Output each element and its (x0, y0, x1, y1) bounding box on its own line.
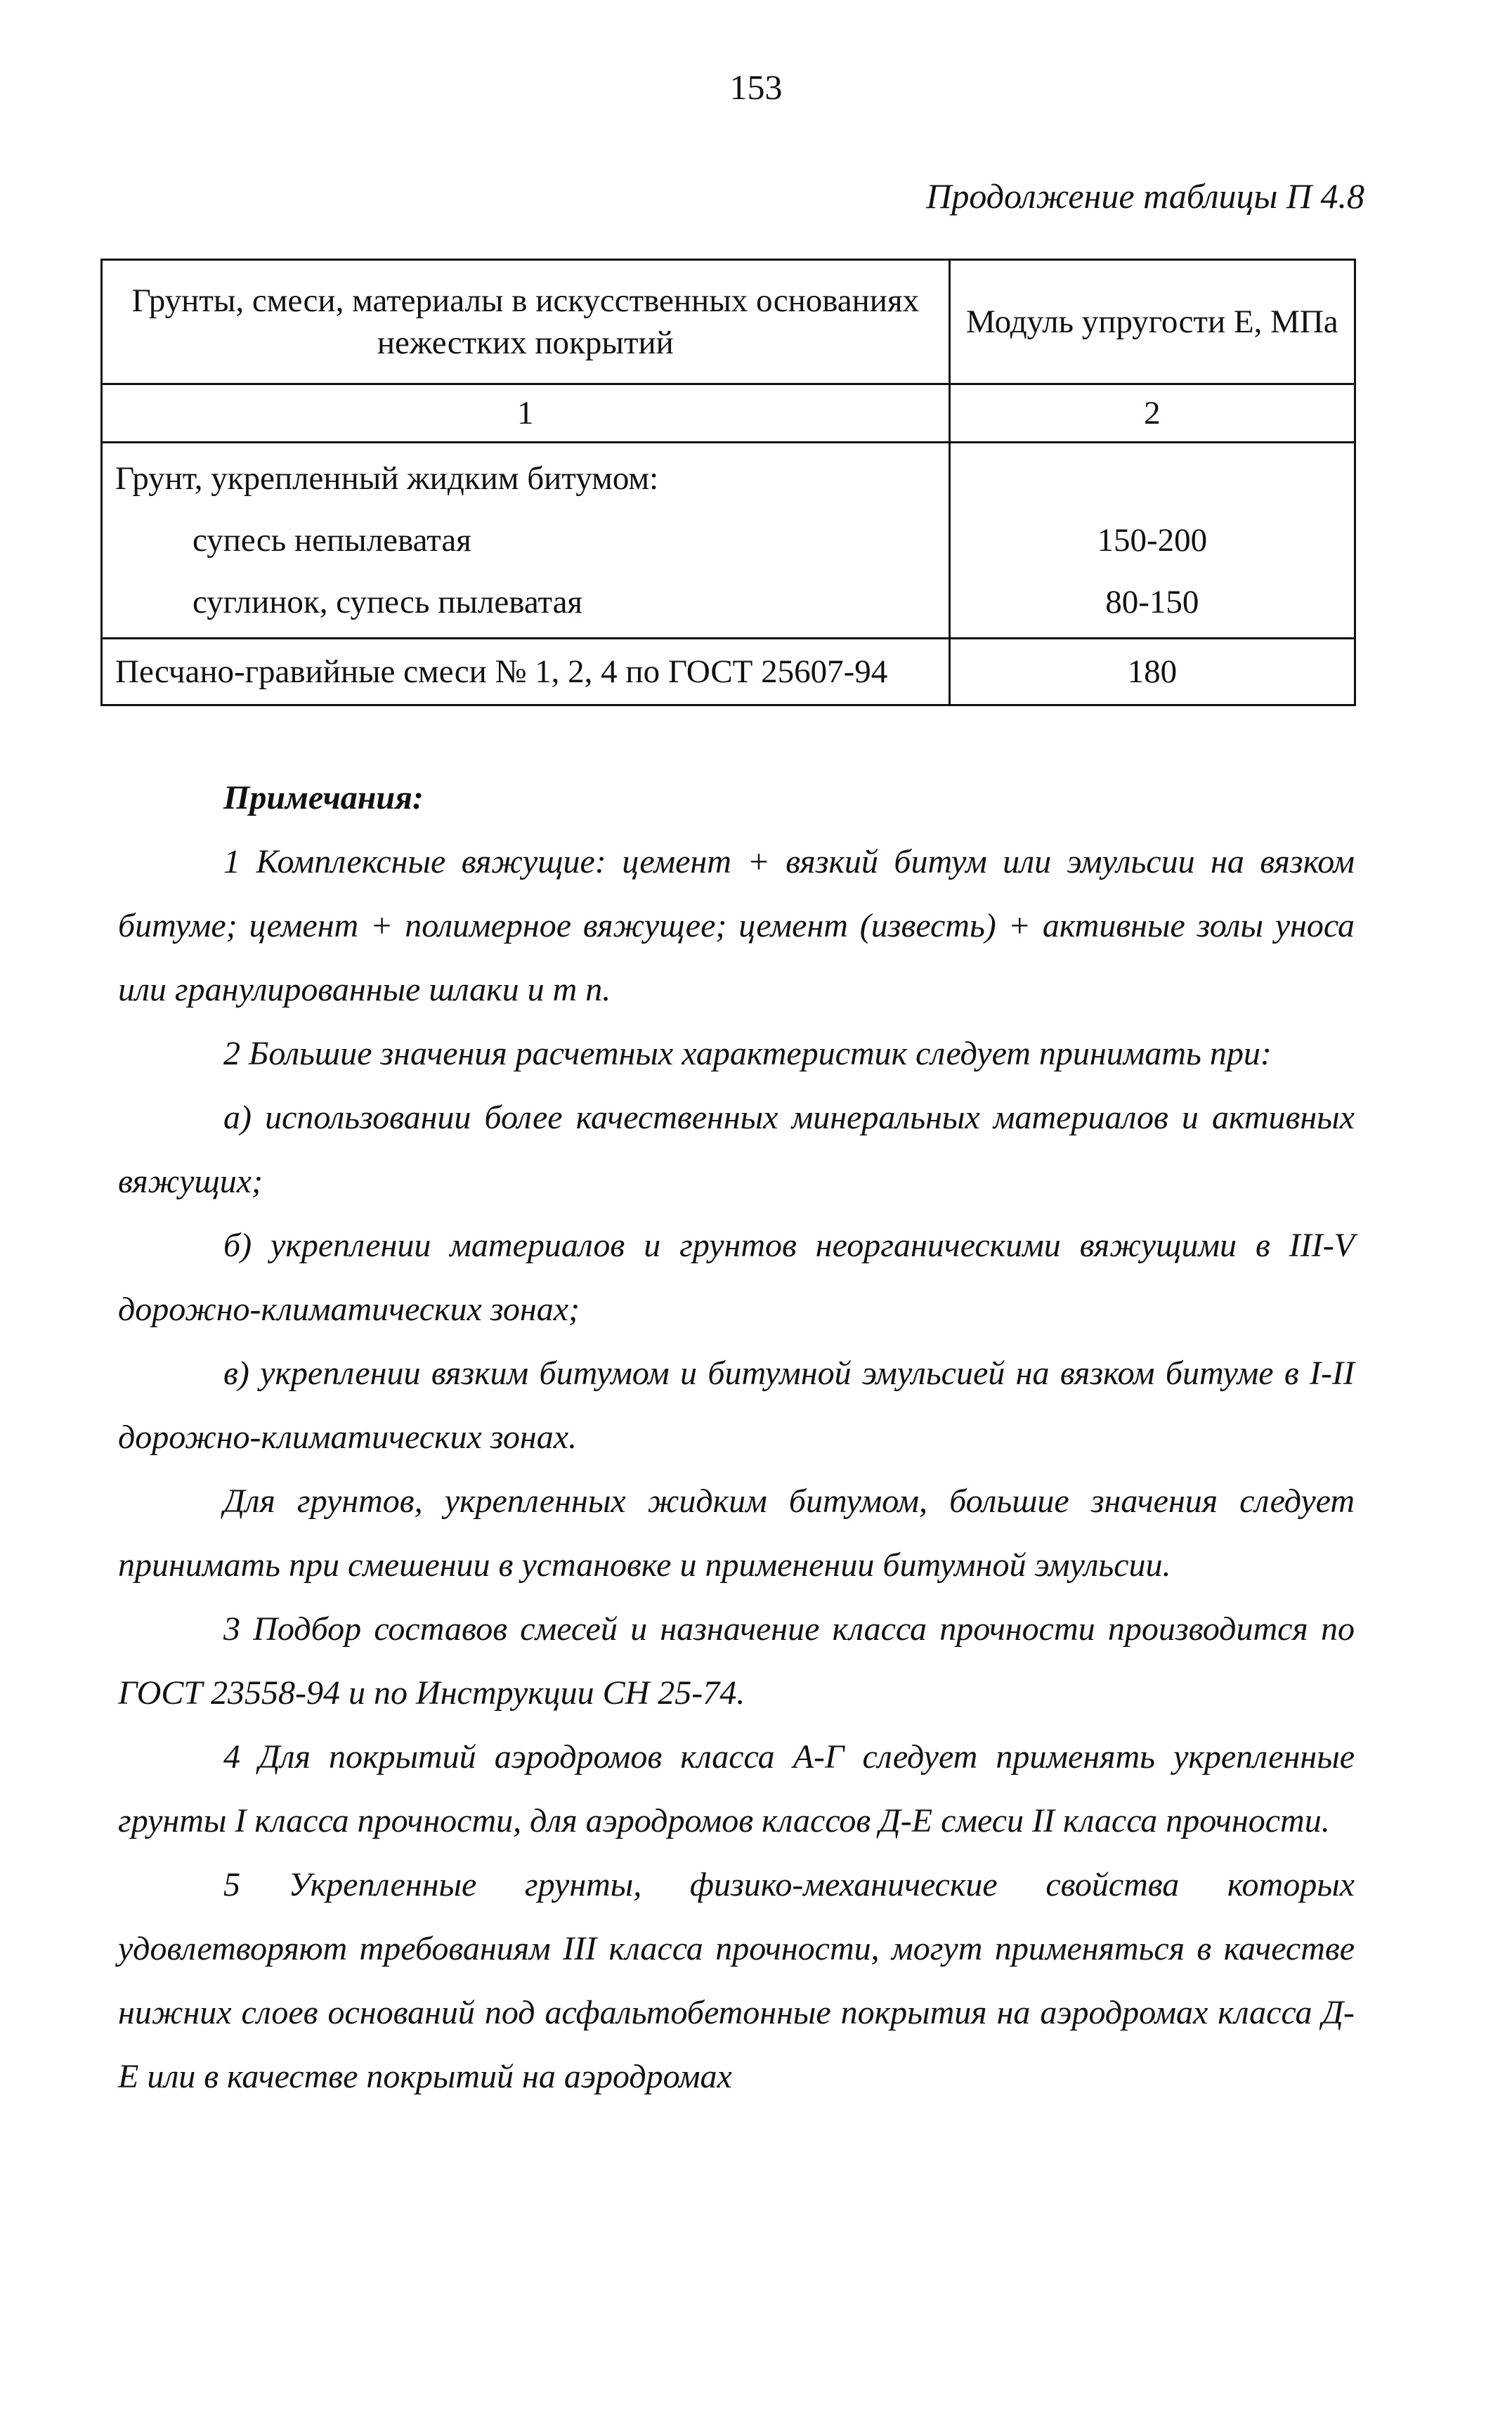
group-title: Грунт, укрепленный жидким битумом: (115, 460, 659, 497)
blank-value (963, 448, 1341, 509)
note-paragraph: а) использовании более качественных минеральных материалов и активных вяжущих; (118, 1099, 1355, 1200)
note-paragraph: 1 Комплексные вяжущие: цемент + вязкий битум или эмульсии на вязком битуме; цемент + полимерное вяжущее; цемент (известь) + активные золы уноса или гранулированные шлаки и т п. (118, 843, 1355, 1008)
modulus-table (100, 259, 1356, 706)
table-header-row (102, 260, 1355, 384)
group-values-cell (949, 443, 1355, 639)
note-paragraph: б) укреплении материалов и грунтов неорганическими вяжущими в III-V дорожно-климатических зонах; (118, 1227, 1355, 1328)
column-number-2: 2 (949, 384, 1355, 443)
row-value: 80-150 (1105, 584, 1199, 620)
group-labels-cell (102, 443, 950, 639)
row-label: супесь непылеватая (193, 522, 471, 559)
note-paragraph: 3 Подбор составов смесей и назначение класса прочности производится по ГОСТ 23558-94 и по Инструкции СН 25-74. (118, 1610, 1355, 1712)
row-label: суглинок, супесь пылеватая (193, 584, 583, 620)
page-number: 153 (729, 67, 783, 107)
table-row (102, 639, 1355, 705)
header-cell-materials: Грунты, смеси, материалы в искусственных основаниях нежестких покрытий (102, 260, 950, 384)
note-paragraph: в) укреплении вязким битумом и битумной эмульсией на вязком битуме в I-II дорожно-климатических зонах. (118, 1355, 1355, 1456)
header-cell-modulus: Модуль упругости E, МПа (949, 260, 1355, 384)
note-paragraph: 2 Большие значения расчетных характеристик следует принимать при: (223, 1035, 1272, 1072)
column-number-1: 1 (102, 384, 950, 443)
row-value: 180 (949, 639, 1355, 705)
row-value: 150-200 (1097, 522, 1208, 559)
notes-title: Примечания: (223, 779, 424, 816)
note-paragraph: 5 Укрепленные грунты, физико-механические свойства которых удовлетворяют требованиям III класса прочности, могут применяться в качестве нижних слоев оснований под асфальтобетонные покрытия на аэродромах класса Д-Е или в качестве покрытий на аэродромах (118, 1866, 1355, 2095)
row-label: Песчано-гравийные смеси № 1, 2, 4 по ГОСТ 25607-94 (102, 639, 950, 705)
note-paragraph: Для грунтов, укрепленных жидким битумом, большие значения следует принимать при смешении в установке и применении битумной эмульсии. (118, 1483, 1355, 1584)
notes-section (118, 766, 1355, 2109)
column-number-row (102, 384, 1355, 443)
table-row-bitumen-group (102, 443, 1355, 639)
table-continuation-caption: Продолжение таблицы П 4.8 (926, 176, 1364, 216)
note-paragraph: 4 Для покрытий аэродромов класса А-Г следует применять укрепленные грунты I класса прочности, для аэродромов классов Д-Е смеси II класса прочности. (118, 1738, 1355, 1839)
